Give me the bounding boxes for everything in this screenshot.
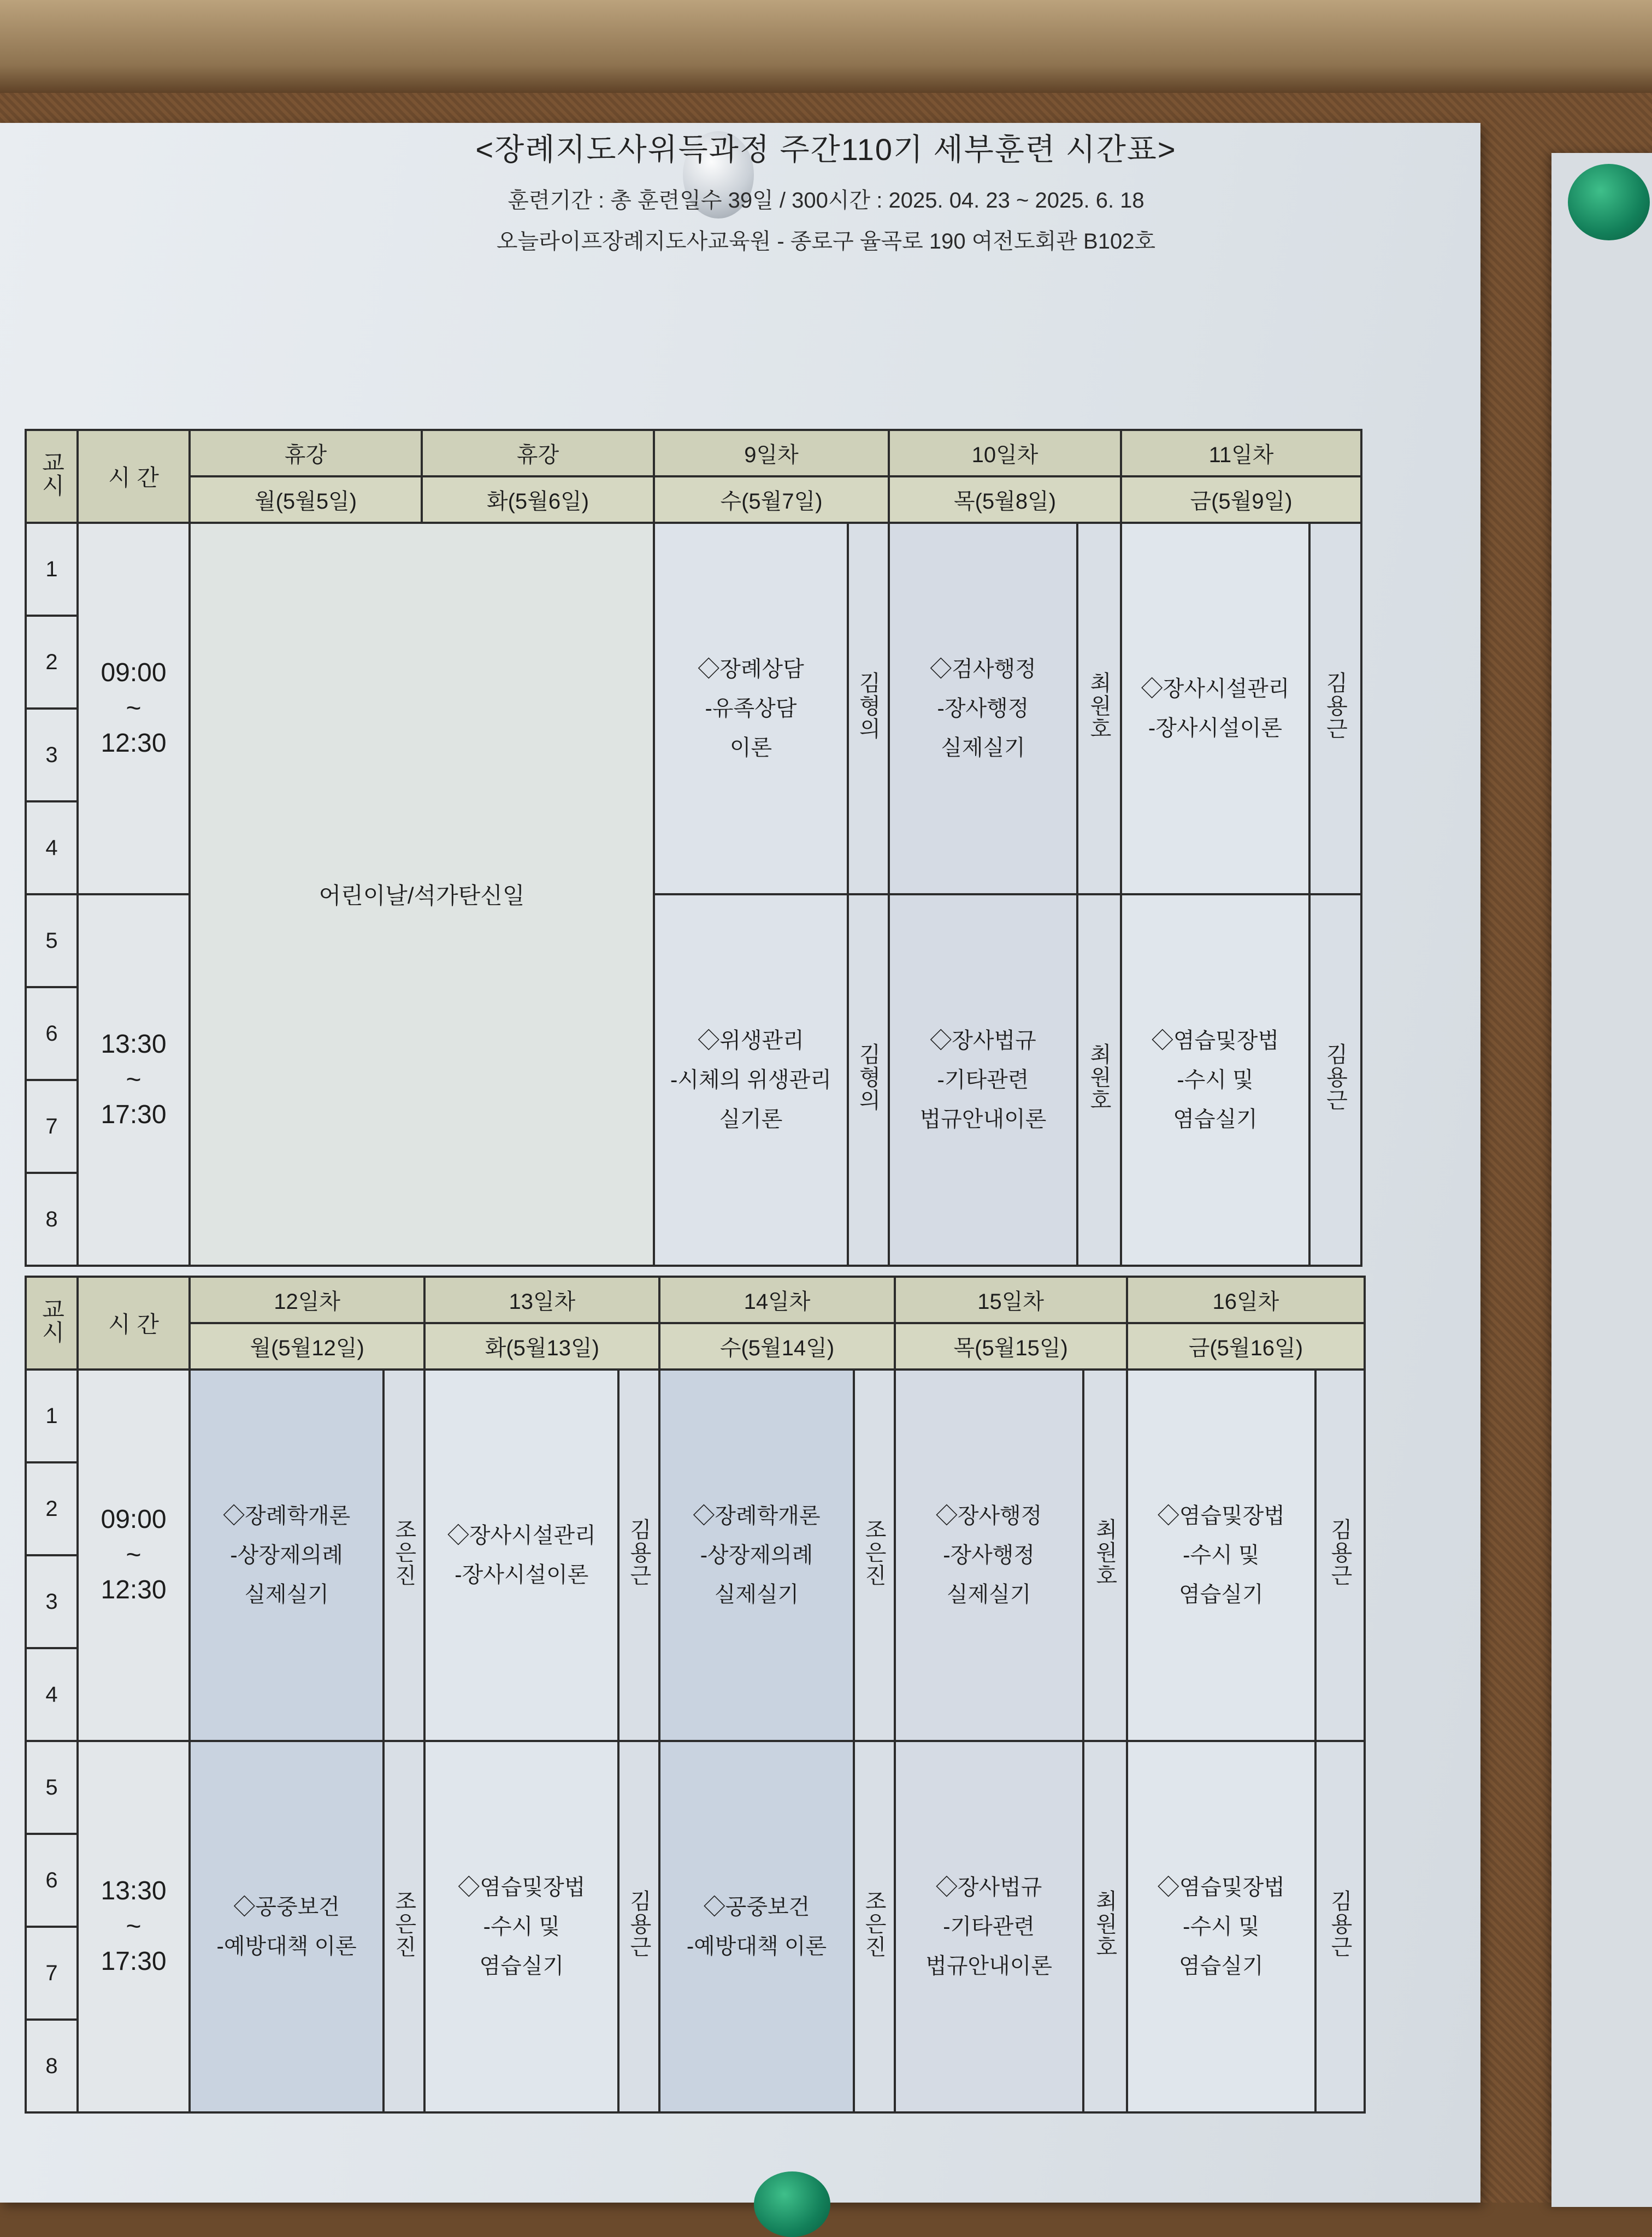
day-date: 화(5월13일) — [424, 1323, 659, 1370]
instructor-name: 최원호 — [1077, 523, 1121, 894]
day-label: 13일차 — [424, 1277, 659, 1323]
day-date: 수(5월14일) — [659, 1323, 894, 1370]
class-cell: ◇검사행정 -장사행정 실제실기 — [889, 523, 1077, 894]
day-date: 월(5월5일) — [190, 476, 422, 523]
class-cell: ◇염습및장법 -수시 및 염습실기 — [424, 1741, 618, 2112]
period-number: 7 — [26, 1927, 78, 2020]
period-header: 교시 — [26, 1277, 78, 1370]
day-date: 금(5월9일) — [1121, 476, 1361, 523]
period-number: 6 — [26, 1834, 78, 1927]
period-number: 2 — [26, 616, 78, 709]
time-header: 시 간 — [78, 1277, 190, 1370]
class-cell: ◇장사행정 -장사행정 실제실기 — [895, 1370, 1083, 1741]
period-number: 8 — [26, 1173, 78, 1266]
training-period: 훈련기간 : 총 훈련일수 39일 / 300시간 : 2025. 04. 23 ~ 2025. 6. 18 — [508, 188, 1144, 213]
instructor-name: 김용근 — [1309, 523, 1361, 894]
day-label: 휴강 — [190, 430, 422, 476]
day-date: 수(5월7일) — [654, 476, 889, 523]
period-number: 1 — [26, 1370, 78, 1462]
week1-timetable — [25, 429, 1362, 1267]
period-number: 4 — [26, 1648, 78, 1741]
wooden-shelf — [0, 0, 1652, 93]
training-location: 오늘라이프장례지도사교육원 - 종로구 율곡로 190 여전도회관 B102호 — [496, 229, 1156, 253]
class-cell: ◇장사시설관리 -장사시설이론 — [424, 1370, 618, 1741]
instructor-name: 김용근 — [1315, 1741, 1365, 2112]
instructor-name: 김용근 — [618, 1370, 659, 1741]
period-number: 2 — [26, 1462, 78, 1555]
day-label: 10일차 — [889, 430, 1121, 476]
class-cell: ◇위생관리 -시체의 위생관리 실기론 — [654, 894, 848, 1266]
day-label: 14일차 — [659, 1277, 894, 1323]
day-date: 금(5월16일) — [1127, 1323, 1365, 1370]
class-cell: ◇염습및장법 -수시 및 염습실기 — [1121, 894, 1309, 1266]
instructor-name: 최원호 — [1083, 1370, 1127, 1741]
holiday-cell: 어린이날/석가탄신일 — [190, 523, 654, 1266]
class-cell: ◇공중보건 -예방대책 이론 — [659, 1741, 853, 2112]
instructor-name: 김용근 — [1309, 894, 1361, 1266]
period-number: 5 — [26, 894, 78, 987]
period-header: 교시 — [26, 430, 78, 523]
day-date: 화(5월6일) — [422, 476, 654, 523]
instructor-name: 김형의 — [848, 523, 889, 894]
class-cell: ◇장사시설관리 -장사시설이론 — [1121, 523, 1309, 894]
day-label: 16일차 — [1127, 1277, 1365, 1323]
instructor-name: 조은진 — [384, 1370, 424, 1741]
period-number: 3 — [26, 1555, 78, 1648]
period-number: 1 — [26, 523, 78, 616]
instructor-name: 김용근 — [618, 1741, 659, 2112]
instructor-name: 최원호 — [1077, 894, 1121, 1266]
class-cell: ◇공중보건 -예방대책 이론 — [190, 1741, 384, 2112]
period-number: 8 — [26, 2020, 78, 2112]
period-number: 6 — [26, 987, 78, 1080]
instructor-name: 김형의 — [848, 894, 889, 1266]
time-slot-am: 09:00 ~ 12:30 — [78, 523, 190, 894]
week2-timetable — [25, 1276, 1366, 2114]
class-cell: ◇염습및장법 -수시 및 염습실기 — [1127, 1370, 1315, 1741]
time-slot-pm: 13:30 ~ 17:30 — [78, 1741, 190, 2112]
push-pin-icon — [754, 2171, 830, 2237]
time-slot-am: 09:00 ~ 12:30 — [78, 1370, 190, 1741]
day-label: 15일차 — [895, 1277, 1127, 1323]
instructor-name: 조은진 — [854, 1741, 895, 2112]
day-label: 휴강 — [422, 430, 654, 476]
period-number: 5 — [26, 1741, 78, 1834]
adjacent-paper — [1551, 153, 1652, 2207]
schedule-title: <장례지도사위득과정 주간110기 세부훈련 시간표> — [475, 132, 1177, 167]
class-cell: ◇장사법규 -기타관련 법규안내이론 — [889, 894, 1077, 1266]
instructor-name: 조은진 — [384, 1741, 424, 2112]
day-label: 11일차 — [1121, 430, 1361, 476]
time-header: 시 간 — [78, 430, 190, 523]
period-number: 3 — [26, 709, 78, 801]
period-number: 7 — [26, 1080, 78, 1173]
class-cell: ◇장례상담 -유족상담 이론 — [654, 523, 848, 894]
period-number: 4 — [26, 801, 78, 894]
day-date: 목(5월8일) — [889, 476, 1121, 523]
instructor-name: 조은진 — [854, 1370, 895, 1741]
time-slot-pm: 13:30 ~ 17:30 — [78, 894, 190, 1266]
class-cell: ◇장례학개론 -상장제의례 실제실기 — [659, 1370, 853, 1741]
day-label: 12일차 — [190, 1277, 424, 1323]
class-cell: ◇장례학개론 -상장제의례 실제실기 — [190, 1370, 384, 1741]
class-cell: ◇장사법규 -기타관련 법규안내이론 — [895, 1741, 1083, 2112]
day-label: 9일차 — [654, 430, 889, 476]
day-date: 월(5월12일) — [190, 1323, 424, 1370]
class-cell: ◇염습및장법 -수시 및 염습실기 — [1127, 1741, 1315, 2112]
instructor-name: 최원호 — [1083, 1741, 1127, 2112]
day-date: 목(5월15일) — [895, 1323, 1127, 1370]
instructor-name: 김용근 — [1315, 1370, 1365, 1741]
